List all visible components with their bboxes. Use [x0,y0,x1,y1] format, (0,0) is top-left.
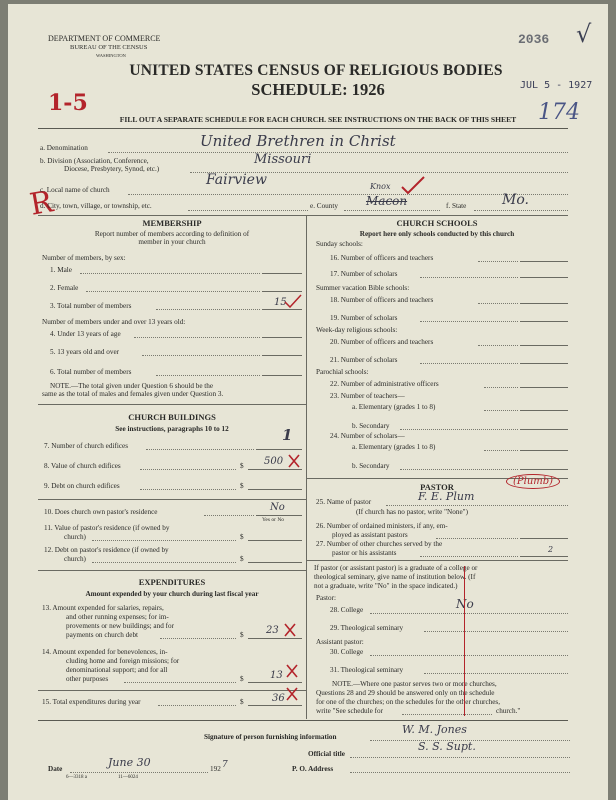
q24a-dots [484,450,518,451]
membership-title: MEMBERSHIP [142,218,202,228]
q12-label-2: church) [64,555,86,563]
q14-label-4: other purposes [66,675,109,683]
q24-label: 24. Number of scholars— [330,432,405,440]
q1-dots [80,273,260,274]
q3-label: 3. Total number of members [50,302,132,310]
q1-line [262,273,302,274]
q24b-dots [400,469,518,470]
q22-line [520,387,568,388]
q26-label-2: ployed as assistant pastors [332,531,408,539]
q23a-line [520,410,568,411]
county-label: e. County [310,202,338,210]
q30-line [370,655,568,656]
red-check-icon [400,175,426,195]
q13-label-1: 13. Amount expended for salaries, repairs, [42,604,164,612]
red-x-icon [286,687,298,701]
pastor-subhead: Pastor: [316,594,336,602]
q15-dollar: $ [240,698,244,706]
red-x-icon [288,454,300,468]
q4-line [262,337,302,338]
q10-value: No [270,502,285,513]
handwritten-number: 174 [538,100,580,125]
q2-line [262,291,302,292]
q19-label: 19. Number of scholars [330,314,398,322]
q24b-line [520,469,568,470]
grad-line-2: theological seminary, give name of institution below. (If [314,573,476,581]
q9-label: 9. Debt on church edifices [44,482,120,490]
q25-value: F. E. Plum [418,490,475,503]
q15-rule [38,690,306,691]
q13-dots [160,638,236,639]
q8-label: 8. Value of church edifices [44,462,121,470]
q21-label: 21. Number of scholars [330,356,398,364]
red-check-icon [284,294,302,308]
q12-dots [92,562,236,563]
membership-rule [38,404,306,405]
q28-value: No [456,597,474,611]
q11-label-1: 11. Value of pastor's residence (if owned by [44,524,170,532]
date-line [70,772,208,773]
q17-dots [420,277,518,278]
q28-line [370,613,568,614]
q20-label: 20. Number of officers and teachers [330,338,434,346]
official-title-line [350,757,570,758]
form-title: UNITED STATES CENSUS OF RELIGIOUS BODIES [129,62,503,79]
q1-label: 1. Male [50,266,72,274]
q27-dots [420,556,518,557]
po-address-line [350,772,570,773]
q13-label-4: payments on church debt [66,631,139,639]
buildings-title: CHURCH BUILDINGS [128,412,216,422]
denomination-line [108,152,568,153]
q7-label: 7. Number of church edifices [44,442,129,450]
q4-label: 4. Under 13 years of age [50,330,121,338]
red-annotation: 1-5 [48,90,88,116]
pastor-note-5: church." [496,707,521,715]
q19-dots [420,321,518,322]
buildings-rule [38,499,306,500]
expenditures-intro: Amount expended by your church during last fiscal year [85,590,259,598]
red-x-icon [284,623,296,637]
q21-dots [420,363,518,364]
q14-label-2: cluding home and foreign missions; for [66,657,180,665]
year-suffix-value: 7 [222,760,228,770]
q14-label-3: denominational support; and for all [66,666,168,674]
buildings-instr: See instructions, paragraphs 10 to 12 [115,425,229,433]
q18-dots [478,303,518,304]
q31-label: 31. Theological seminary [330,666,404,674]
yes-no-hint: Yes or No [262,517,285,523]
q23a-dots [484,410,518,411]
print-number: 11—6024 [118,775,138,780]
bottom-rule [38,720,568,721]
q16-dots [478,261,518,262]
q14-dots [124,682,236,683]
official-title-value: S. S. Supt. [418,740,476,753]
check-mark: √ [576,20,592,48]
q13-value: 23 [266,625,279,636]
schools-intro: Report here only schools conducted by this church [359,230,515,238]
q13-label-3: provements or new buildings; and for [66,622,174,630]
q23b-line [520,429,568,430]
red-pencil-line [464,566,465,716]
q13-dollar: $ [240,631,244,639]
q13-line [248,638,302,639]
q25-note: (If church has no pastor, write "None") [356,508,468,516]
state-label: f. State [446,202,467,210]
schedule-title: SCHEDULE: 1926 [251,80,385,99]
red-r-mark: R [27,184,56,223]
schools-title: CHURCH SCHOOLS [396,218,478,228]
q25-red-annotation: (Plumb) [506,474,560,489]
county-value-top: Knox [370,182,391,191]
date-label: Date [48,765,63,773]
q17-line [520,277,568,278]
division-label-2: Diocese, Presbytery, Synod, etc.) [64,165,160,173]
q25-label: 25. Name of pastor [316,498,372,506]
q6-dots [156,375,260,376]
by-sex-label: Number of members, by sex: [42,254,126,262]
q13-label-2: and other running expenses; for im- [66,613,169,621]
q10-dots [204,515,254,516]
q11-dollar: $ [240,533,244,541]
q23b-dots [400,429,518,430]
division-label-1: b. Division (Association, Conference, [40,157,149,165]
membership-intro-1: Report number of members according to definition of [94,230,250,238]
pastor-note-1: NOTE.—Where one pastor serves two or more churches, [332,680,497,688]
census-form [8,4,608,800]
q19-line [520,321,568,322]
assistant-subhead: Assistant pastor: [316,638,364,646]
instruction-line: FILL OUT A SEPARATE SCHEDULE FOR EACH CHURCH. SEE INSTRUCTIONS ON THE BACK OF THIS SHEET [119,115,517,124]
q4-dots [134,337,260,338]
column-divider [306,215,307,719]
q8-dots [140,469,236,470]
q14-dollar: $ [240,675,244,683]
year-label: 192 [210,765,221,773]
q9-dollar: $ [240,482,244,490]
city-line [188,210,308,211]
q20-dots [478,345,518,346]
q24b-label: b. Secondary [352,462,390,470]
date-stamp: JUL 5 - 1927 [520,80,593,91]
q30-label: 30. College [330,648,364,656]
q26-line [520,538,568,539]
po-address-label: P. O. Address [292,765,334,773]
q5-label: 5. 13 years old and over [50,348,120,356]
grad-line-1: If pastor (or assistant pastor) is a graduate of a college or [314,564,478,572]
q16-line [520,261,568,262]
q9-dots [140,489,236,490]
weekday-label: Week-day religious schools: [316,326,398,334]
stamp-number: 2036 [518,32,550,47]
form-number: 6—3318 a [66,775,87,780]
expenditures-rule [38,570,306,571]
q15-value: 36 [272,693,285,704]
q23-label: 23. Number of teachers— [330,392,405,400]
q8-dollar: $ [240,462,244,470]
date-value: June 30 [108,756,151,769]
q20-line [520,345,568,346]
local-name-value: Fairview [206,172,267,188]
q5-line [262,355,302,356]
q28-label: 28. College [330,606,364,614]
division-value: Missouri [254,152,312,167]
q10-label: 10. Does church own pastor's residence [44,508,158,516]
q12-label-1: 12. Debt on pastor's residence (if owned by [44,546,169,554]
q7-dots [146,449,254,450]
expenditures-title: EXPENDITURES [138,577,206,587]
q23b-label: b. Secondary [352,422,390,430]
q14-line [248,682,302,683]
pastor-note-2: Questions 28 and 29 should be answered only on the schedule [316,689,495,697]
q7-value: 1 [282,426,293,444]
red-x-icon [286,664,298,678]
state-value: Mo. [502,192,529,208]
q15-dots [158,705,236,706]
q7-line [256,449,302,450]
q31-line [424,673,568,674]
pastor-rule [306,560,568,561]
county-value: Macon [366,194,408,208]
q21-line [520,363,568,364]
q9-line [248,489,302,490]
q3-dots [156,309,260,310]
parochial-label: Parochial schools: [316,368,369,376]
q18-line [520,303,568,304]
q2-dots [86,291,260,292]
local-name-label: c. Local name of church [40,186,110,194]
pastor-note-3: for one of the churches; on the schedules for the other churches, [316,698,501,706]
department-label: DEPARTMENT OF COMMERCE [48,34,161,43]
denomination-label: a. Denomination [40,144,88,152]
age-label: Number of members under and over 13 years old: [42,318,186,326]
signature-label: Signature of person furnishing information [204,733,337,741]
q24a-line [520,450,568,451]
q16-label: 16. Number of officers and teachers [330,254,434,262]
q15-label: 15. Total expenditures during year [42,698,141,706]
q26-label-1: 26. Number of ordained ministers, if any, em- [316,522,448,530]
city-label: d. City, town, village, or township, etc. [40,202,152,210]
pastor-note-line [402,714,492,715]
top-rule [38,128,568,129]
membership-note-1: NOTE.—The total given under Question 6 should be the [50,382,214,390]
official-title-label: Official title [308,750,345,758]
q26-dots [436,538,518,539]
summer-label: Summer vacation Bible schools: [316,284,410,292]
q14-value: 13 [270,670,283,681]
pastor-note-4: write "See schedule for [316,707,383,715]
q6-label: 6. Total number of members [50,368,132,376]
q17-label: 17. Number of scholars [330,270,398,278]
q11-line [248,540,302,541]
q15-line [248,705,302,706]
q22-dots [484,387,518,388]
q2-label: 2. Female [50,284,79,292]
grad-line-3: not a graduate, write "No" in the space indicated.) [314,582,458,590]
membership-intro-2: member in your church [138,238,206,246]
bureau-label: BUREAU OF THE CENSUS [70,44,148,51]
q8-line [248,469,302,470]
q3-line [262,309,302,310]
q29-line [424,631,568,632]
q11-label-2: church) [64,533,86,541]
q27-value: 2 [548,545,554,554]
q18-label: 18. Number of officers and teachers [330,296,434,304]
q14-label-1: 14. Amount expended for benevolences, in- [42,648,168,656]
q12-line [248,562,302,563]
membership-note-2: same as the total of males and females given under Question 3. [42,390,224,398]
q12-dollar: $ [240,555,244,563]
q27-label-1: 27. Number of other churches served by the [316,540,443,548]
q29-label: 29. Theological seminary [330,624,404,632]
denomination-value: United Brethren in Christ [200,132,396,150]
pastor-title: PASTOR [420,482,454,492]
q3-value: 15 [274,297,287,308]
signature-value: W. M. Jones [402,723,467,736]
sunday-label: Sunday schools: [316,240,363,248]
q27-label-2: pastor or his assistants [332,549,397,557]
q24a-label: a. Elementary (grades 1 to 8) [352,443,436,451]
state-line [474,210,568,211]
q22-label: 22. Number of administrative officers [330,380,439,388]
city-label: WASHINGTON [96,53,126,58]
q23a-label: a. Elementary (grades 1 to 8) [352,403,436,411]
q11-dots [92,540,236,541]
q6-line [262,375,302,376]
q27-line [520,556,568,557]
q8-value: 500 [264,456,284,467]
q5-dots [142,355,260,356]
section-rule [38,215,568,216]
county-line [344,210,440,211]
q25-line [386,505,568,506]
